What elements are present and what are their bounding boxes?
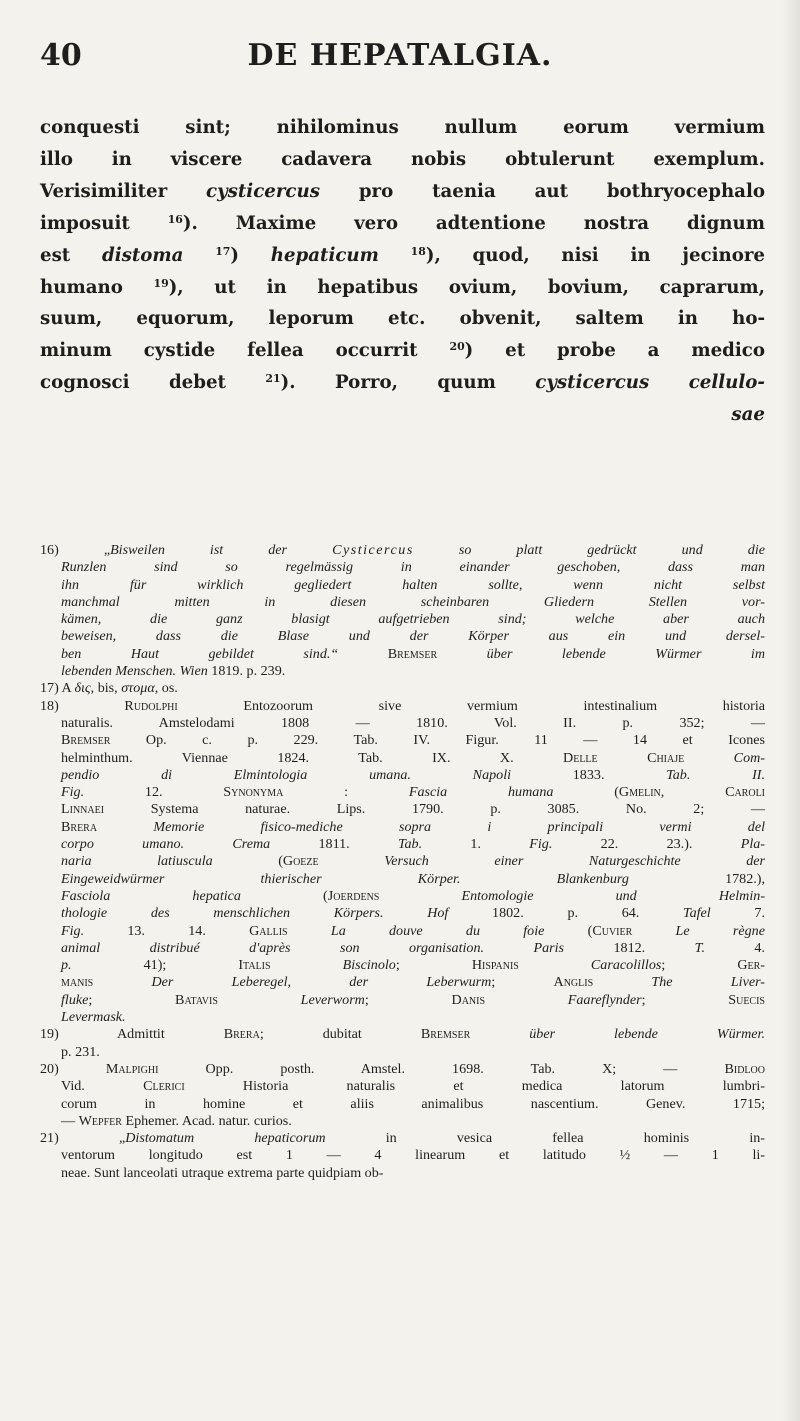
footnote-line: Bremser Op. c. p. 229. Tab. IV. Figur. 11 — 14 et Icones [61,732,765,749]
footnote [40,1130,765,1182]
footnote-line: pendio di Elmintologia umana. Napoli 1833. Tab. II. [61,766,765,783]
author-name: Bremser [387,645,438,662]
text-line: suum, equorum, leporum etc. obvenit, saltem in ho- [40,308,765,330]
footnote-line: ventorum longitudo est 1 — 4 linearum et latitudo ½ — 1 li- [61,1147,765,1164]
footnote-ref: 18 [410,244,426,258]
footnote-line: fluke; Batavis Leverworm; Danis Faareflynder; Suecis [61,991,765,1008]
footnote-line: Fasciola hepatica (Joerdens Entomologie und Helmin- [61,887,766,904]
author-name: Bidloo [724,1060,765,1077]
footnote-line: kämen, die ganz blasigt aufgetrieben sind; welche aber auch [61,611,765,628]
text-line: sae [731,404,765,426]
footnote-line: Levermask. [61,1009,126,1026]
text-line: minum cystide fellea occurrit $^{20}$) et probe a medico [40,340,766,362]
footnote-line: manchmal mitten in diesen scheinbaren Gliedern Stellen vor- [61,593,765,610]
footnote-line: 20) Malpighi Opp. posth. Amstel. 1698. Tab. X; — Bidloo [40,1060,765,1077]
footnote [40,1026,765,1061]
author-name: Anglis [553,974,594,991]
author-name: Gmelin [618,784,661,801]
footnote-line: Brera Memorie fisico-mediche sopra i principali vermi del [61,818,765,835]
footnote-line: manis Der Leberegel, der Leberwurm; Anglis The Liver- [61,974,765,991]
footnote-line: — Wepfer Ephemer. Acad. natur. curios. [61,1112,292,1129]
footnote [40,1061,765,1130]
page-edge-shadow [782,0,800,1421]
author-name: Delle Chiaje [563,749,685,766]
text-line: humano $^{19}$), ut in hepatibus ovium, bovium, caprarum, [40,276,765,298]
footnote-line: Runzlen sind so regelmässig in einander geschoben, dass man [61,559,765,576]
author-name: Italis [238,957,271,974]
footnote-line: Vid. Clerici Historia naturalis et medica latorum lumbri- [61,1078,765,1095]
author-name: Linnaei [61,801,105,818]
author-name: Gallis [249,922,288,939]
footnote-line: ben Haut gebildet sind.“ Bremser über lebende Würmer im [61,645,765,662]
author-name: Clerici [143,1078,185,1095]
footnote-ref: 20 [449,340,465,354]
footnote-line: beweisen, dass die Blase und der Körper aus ein und dersel- [61,628,765,645]
footnote-ref: 16 [167,212,183,226]
author-name: Wepfer [78,1112,122,1129]
text-line: imposuit $^{16}$). Maxime vero adtentione nostra dignum [40,212,766,234]
author-name: Ger- [737,957,765,974]
author-name: Synonyma [223,784,284,801]
author-name: Hispanis [471,957,519,974]
author-name: Batavis [175,991,218,1008]
footnote-line: naria latiuscula (Goeze Versuch einer Naturgeschichte der [61,853,766,870]
footnote-line: Eingeweidwürmer thierischer Körper. Blankenburg 1782.), [61,870,765,887]
footnotes [40,542,765,1182]
author-name: manis [61,974,94,991]
footnote-line: neae. Sunt lanceolati utraque extrema parte quidpiam ob- [61,1164,384,1181]
author-name: Danis [451,991,486,1008]
main-text [40,112,765,431]
author-name: Joerdens [327,887,380,904]
text-line: conquesti sint; nihilominus nullum eorum vermium [40,117,765,138]
footnote-line: corum in homine et aliis animalibus nascentium. Genev. 1715; [61,1095,765,1112]
author-name: Bremser [420,1026,471,1043]
footnote-line: 19) Admittit Brera; dubitat Bremser über lebende Würmer. [40,1026,765,1043]
text-line: cognosci debet $^{21}$). Porro, quum cysticercus cellulo- [40,372,765,394]
text-line: illo in viscere cadavera nobis obtulerunt exemplum. [40,148,765,170]
page-number: 40 [40,38,82,73]
footnote [40,542,765,680]
author-name: Brera [223,1026,260,1043]
footnote-line: corpo umano. Crema 1811. Tab. 1. Fig. 22. 23.). Pla- [61,836,765,853]
footnote-line: thologie des menschlichen Körpers. Hof 1802. p. 64. Tafel 7. [61,905,765,922]
footnote-line: 17) A δις, bis, στομα, os. [40,680,178,697]
footnote-line: p. 231. [61,1043,100,1060]
footnote-line: lebenden Menschen. Wien 1819. p. 239. [61,663,286,680]
author-name: Goeze [282,853,319,870]
author-name: Malpighi [105,1060,159,1077]
running-title: DE HEPATALGIA. [247,38,553,73]
footnote-line: ihn für wirklich gegliedert halten sollte, wenn nicht selbst [61,576,765,593]
footnote-ref: 19 [153,276,169,290]
text-line: est distoma $^{17}$) hepaticum $^{18}$), quod, nisi in jecinore [40,244,766,266]
author-name: Brera [61,818,98,835]
footnote-line: naturalis. Amstelodami 1808 — 1810. Vol. II. p. 352; — [61,714,765,731]
footnote-line: p. 41); Italis Biscinolo; Hispanis Caracolillos; Ger- [61,957,765,974]
footnote-ref: 21 [265,372,281,386]
footnote-line: helminthum. Viennae 1824. Tab. IX. X. Delle Chiaje Com- [61,749,765,766]
footnote-line: 18) Rudolphi Entozoorum sive vermium intestinalium historia [40,697,765,714]
author-name: Suecis [728,991,765,1008]
footnote-line: Fig. 12. Synonyma : Fascia humana (Gmelin, Caroli [61,784,766,801]
footnote-ref: 17 [215,244,231,258]
footnote-line: 21) „Distomatum hepaticorum in vesica fellea hominis in- [40,1130,765,1147]
author-name: Caroli [725,784,766,801]
footnote [40,680,765,697]
author-name: Cuvier [592,922,633,939]
footnote-line: Fig. 13. 14. Gallis La douve du foie (Cuvier Le règne [61,922,765,939]
page-header [40,38,760,78]
text-line: Verisimiliter cysticercus pro taenia aut bothryocephalo [40,180,765,202]
author-name: Rudolphi [124,697,178,714]
footnote [40,698,765,1027]
footnote-line: animal distribué d'après son organisation. Paris 1812. T. 4. [61,939,765,956]
footnote-line: Linnaei Systema naturae. Lips. 1790. p. 3085. No. 2; — [61,801,765,818]
author-name: Bremser [61,732,111,749]
footnote-line: 16) „Bisweilen ist der Cysticercus so platt gedrückt und die [40,542,765,558]
